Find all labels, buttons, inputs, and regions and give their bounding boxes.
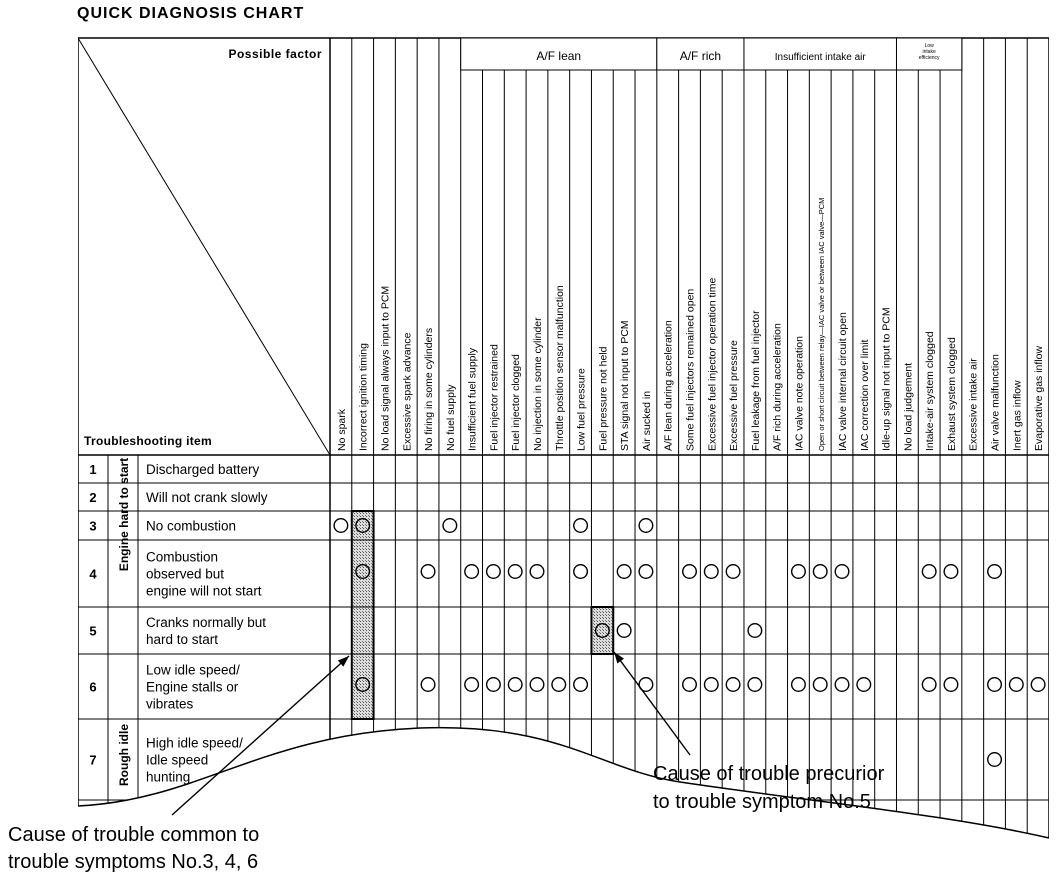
- mark-row-6-col-24: [857, 678, 871, 692]
- mark-row-4-col-23: [835, 565, 849, 579]
- row-label-6-line-0: Low idle speed/: [146, 662, 240, 678]
- factor-label-21: IAC valve note operation: [793, 336, 806, 451]
- mark-row-4-col-13: [617, 565, 631, 579]
- chart-title: QUICK DIAGNOSIS CHART: [77, 5, 305, 22]
- mark-row-6-col-9: [530, 678, 544, 692]
- factor-label-19: Fuel leakage from fuel injector: [749, 310, 762, 451]
- factor-label-27: Intake-air system clogged: [924, 331, 937, 451]
- factor-label-9: No injection in some cylinder: [531, 317, 544, 451]
- mark-row-4-col-4: [421, 565, 435, 579]
- mark-row-3-col-14: [639, 519, 653, 533]
- row-number-1: 1: [89, 462, 97, 477]
- factor-label-8: Fuel injector clogged: [510, 354, 523, 451]
- row-label-2-line-0: Will not crank slowly: [146, 490, 268, 505]
- factor-label-5: No fuel supply: [444, 384, 457, 451]
- mark-row-3-col-11: [574, 519, 588, 533]
- mark-row-6-col-16: [683, 678, 697, 692]
- precursor-callout-line-1: to trouble symptom No.5: [653, 791, 871, 813]
- row-label-6-line-2: vibrates: [146, 696, 194, 712]
- category-label-1: Rough idle: [117, 724, 131, 786]
- group-label-3-line: intake: [922, 49, 936, 55]
- factor-label-3: Excessive spark advance: [401, 332, 414, 451]
- factor-label-23: IAC valve internal circuit open: [837, 312, 850, 451]
- row-label-6-line-1: Engine stalls or: [146, 679, 239, 695]
- row-number-7: 7: [89, 752, 97, 768]
- common-callout-line-1: trouble symptoms No.3, 4, 6: [8, 851, 259, 873]
- factor-label-1: Incorrect ignition timing: [357, 343, 370, 451]
- row-label-7-line-0: High idle speed/: [146, 735, 243, 751]
- row-label-4-line-1: observed but: [146, 566, 225, 582]
- factor-label-26: No load judgement: [902, 362, 915, 451]
- factor-label-4: No firing in some cylinders: [423, 327, 436, 451]
- mark-row-4-col-7: [487, 565, 501, 579]
- factor-label-20: A/F rich during acceleration: [771, 323, 784, 451]
- factor-label-25: Idle-up signal not input to PCM: [880, 307, 893, 451]
- precursor-cause-highlight: [591, 607, 613, 654]
- factor-label-28: Exhaust system clogged: [945, 337, 958, 451]
- mark-row-5-col-19: [748, 624, 762, 638]
- row-number-3: 3: [89, 518, 97, 534]
- factor-label-13: STA signal not input to PCM: [619, 320, 632, 451]
- precursor-callout-line-0: Cause of trouble precurior: [653, 763, 885, 785]
- mark-row-4-col-9: [530, 565, 544, 579]
- mark-row-6-col-21: [792, 678, 806, 692]
- mark-row-6-col-10: [552, 678, 566, 692]
- factor-label-16: Some fuel injectors remained open: [684, 288, 697, 451]
- factor-label-10: Throttle position sensor malfunction: [553, 285, 566, 451]
- common-cause-highlight: [352, 511, 374, 719]
- mark-row-4-col-22: [813, 565, 827, 579]
- mark-row-6-col-17: [704, 678, 718, 692]
- row-label-5-line-0: Cranks normally but: [146, 615, 267, 630]
- mark-row-6-col-7: [487, 678, 501, 692]
- mark-row-3-col-0: [334, 519, 348, 533]
- factor-label-24: IAC correction over limit: [858, 339, 871, 451]
- row-label-4-line-2: engine will not start: [146, 583, 262, 599]
- row-label-4-line-0: Combustion: [146, 549, 219, 565]
- factor-label-7: Fuel injector restrained: [488, 344, 501, 451]
- row-label-5-line-1: hard to start: [146, 632, 219, 647]
- common-callout-line-0: Cause of trouble common to: [8, 824, 260, 846]
- table-body: [78, 38, 1049, 882]
- factor-label-22: Open or short circuit between relay—IAC valve or between IAC valve—PCM: [817, 197, 827, 451]
- factor-label-31: Inert gas inflow: [1011, 380, 1024, 451]
- mark-row-4-col-16: [683, 565, 697, 579]
- factor-label-18: Excessive fuel pressure: [728, 340, 741, 451]
- row-label-7-line-2: hunting: [146, 769, 191, 785]
- mark-row-4-col-27: [922, 565, 936, 579]
- mark-row-6-col-4: [421, 678, 435, 692]
- factor-label-0: No spark: [335, 408, 348, 451]
- mark-row-4-col-11: [574, 565, 588, 579]
- mark-row-6-col-6: [465, 678, 479, 692]
- group-label-0: A/F lean: [536, 49, 582, 63]
- factor-label-17: Excessive fuel injector operation time: [706, 277, 719, 451]
- row-label-7-line-1: Idle speed: [146, 752, 209, 768]
- mark-row-3-col-5: [443, 519, 457, 533]
- mark-row-4-col-28: [944, 565, 958, 579]
- mark-row-6-col-11: [574, 678, 588, 692]
- row-label-3-line-0: No combustion: [146, 518, 237, 534]
- mark-row-4-col-30: [988, 565, 1002, 579]
- row-number-2: 2: [89, 490, 97, 505]
- factor-label-2: No load signal always input to PCM: [379, 285, 392, 451]
- group-label-3-line: Low: [924, 43, 934, 49]
- group-label-1: A/F rich: [679, 49, 722, 63]
- mark-row-6-col-18: [726, 678, 740, 692]
- troubleshooting-item-label: Troubleshooting item: [84, 434, 212, 448]
- factor-label-32: Evaporative gas inflow: [1033, 345, 1046, 451]
- mark-row-4-col-18: [726, 565, 740, 579]
- factor-label-14: Air sucked in: [640, 390, 653, 451]
- factor-label-30: Air valve malfunction: [989, 354, 1002, 451]
- mark-row-4-col-14: [639, 565, 653, 579]
- group-label-2: Insufficient intake air: [774, 52, 866, 63]
- row-label-1-line-0: Discharged battery: [146, 462, 260, 477]
- factor-label-11: Low fuel pressure: [575, 368, 588, 451]
- mark-row-6-col-27: [922, 678, 936, 692]
- category-label-0: Engine hard to start: [117, 457, 131, 572]
- factor-label-12: Fuel pressure not held: [597, 346, 610, 451]
- mark-row-4-col-17: [704, 565, 718, 579]
- mark-row-6-col-23: [835, 678, 849, 692]
- row-number-4: 4: [89, 566, 97, 582]
- mark-row-6-col-28: [944, 678, 958, 692]
- mark-row-6-col-31: [1010, 678, 1024, 692]
- header-diagonal: [78, 38, 330, 455]
- group-label-3-line: efficiency: [918, 55, 940, 61]
- mark-row-6-col-30: [988, 678, 1002, 692]
- possible-factor-label: Possible factor: [228, 47, 322, 61]
- mark-row-4-col-21: [792, 565, 806, 579]
- mark-row-7-col-30: [988, 753, 1002, 767]
- mark-row-6-col-32: [1031, 678, 1045, 692]
- mark-row-4-col-6: [465, 565, 479, 579]
- mark-row-4-col-8: [508, 565, 522, 579]
- factor-label-6: Insufficient fuel supply: [466, 347, 479, 451]
- factor-label-29: Excessive intake air: [967, 358, 980, 451]
- mark-row-6-col-8: [508, 678, 522, 692]
- factor-label-15: A/F lean during acceleration: [662, 320, 675, 451]
- mark-row-6-col-22: [813, 678, 827, 692]
- mark-row-6-col-19: [748, 678, 762, 692]
- row-number-5: 5: [89, 623, 97, 639]
- mark-row-5-col-13: [617, 624, 631, 638]
- row-number-6: 6: [89, 679, 97, 695]
